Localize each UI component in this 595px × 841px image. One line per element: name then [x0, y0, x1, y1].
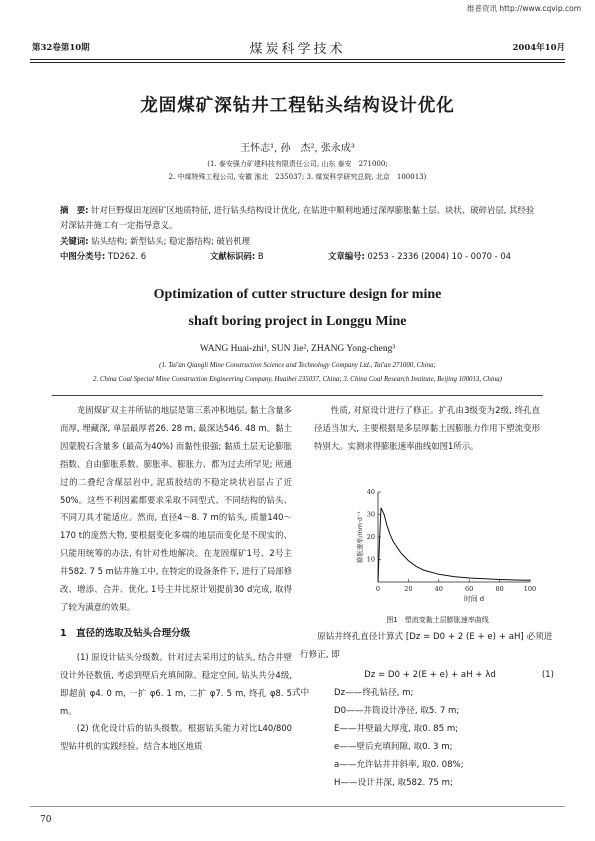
- title-cn: 龙固煤矿深钻井工程钻头结构设计优化: [140, 96, 455, 116]
- authors-cn: 王怀志¹, 孙 杰², 张永成³: [240, 143, 355, 154]
- chart-plot-area: [355, 488, 536, 603]
- authors-en: WANG Huai-zhi¹, SUN Jie², ZHANG Yong-cheng³: [199, 344, 396, 354]
- section-heading-1: 1 直径的选取及钻头合理分级: [60, 627, 191, 639]
- affiliation-cn-2: 2. 中煤特殊工程公司, 安徽 淮北 235037; 3. 煤炭科学研究总院, 北京 100013): [168, 173, 427, 181]
- formula-definitions: [292, 684, 560, 792]
- formula-where: 式中: [292, 688, 310, 698]
- clc-value: TD262. 6: [107, 251, 147, 261]
- header-rule-thin: [30, 62, 565, 63]
- formula-block: [292, 628, 560, 792]
- footer-rule: [30, 806, 565, 807]
- right-column: [314, 402, 540, 456]
- keywords-label: 关键词:: [60, 236, 89, 246]
- formula-equation-row: [300, 666, 560, 684]
- x-tick-label: 0: [375, 585, 381, 593]
- affiliation-en-2: 2. China Coal Special Mine Construction Engineering Company, Huaibei 235037, China; 3. China Coal Research Institute, Beijing 100013, China): [93, 376, 502, 383]
- clc-label: 中图分类号:: [60, 251, 106, 261]
- y-tick-label: 10: [366, 555, 375, 564]
- formula-equation: Dz = D0 + 2(E + e) + aH + λd: [364, 670, 496, 680]
- abstract-label: 摘 要:: [60, 205, 89, 215]
- header-volume: 第32卷第10期: [32, 43, 90, 53]
- def-dz: Dz——终孔钻径, m;: [334, 688, 414, 698]
- y-tick-label: 40: [366, 488, 375, 497]
- formula-number: (1): [541, 670, 554, 680]
- def-a: a——允许钻井井斜率, 取0. 08%;: [334, 760, 464, 770]
- keywords-cn: [60, 234, 538, 249]
- title-en-line-1: Optimization of cutter structure design for mine: [153, 287, 442, 302]
- body-paragraph-right-1: 性质, 对原设计进行了修正。扩孔由3级变为2级, 终孔直径适当加大, 主要根据是多层厚黏土因膨胀力作用下塑流变形特别大。实测求得膨胀速率曲线如图1所示。: [314, 405, 540, 451]
- def-d0: D0——井筒设计净径, 取5. 7 m;: [334, 706, 460, 716]
- swelling-rate-chart: [340, 486, 540, 606]
- header-journal: 煤炭科学技术: [249, 42, 346, 57]
- doc-code-value: B: [257, 251, 264, 261]
- affiliation-en-1: (1. Tai'an Qiangli Mine Construction Science and Technology Company Ltd., Tai'an 271000, China;: [159, 362, 436, 369]
- x-tick-label: 100: [523, 585, 537, 593]
- swelling-rate-curve: [378, 508, 530, 582]
- page-number: 70: [40, 815, 52, 825]
- body-paragraph-3: (2) 优化设计后的钻头级数。根据钻头能力对比L40/800型钻井机的实践经验、结合本地区地质: [60, 723, 292, 752]
- article-no-label: 文章编号:: [328, 251, 365, 261]
- header-date: 2004年10月: [512, 43, 565, 53]
- x-tick-label: 40: [434, 585, 443, 593]
- x-tick-label: 20: [404, 585, 413, 593]
- header-rule: [30, 59, 565, 60]
- body-paragraph-1: 龙固煤矿双主井所钻的地层是第三系冲积地层, 黏土含量多而厚, 埋藏深, 单层最厚者26. 28 m, 最深达546. 48 m。黏土因蒙脱石含量多 (最高为40%) 而黏性很强; 黏质土层无论膨胀指数、自由膨胀系数、膨胀率、膨胀力、都为过去所罕见; 所通过的二叠纪含煤层岩中, 泥质胶结的不稳定块状岩层占了近50%。这些不利因素都要求采取不同型式、不同结构的钻头、不同刀具才能适应。然而, 直径4～8. 7 m的钻头, 质量140～170 t的庞然大物, 要根据变化多端的地层而变化是不现实的、只能用统筹的办法, 有针对性地解决。在龙固煤矿1号、2号主井582. 7 5 m钻井施工中, 在特定的设备条件下, 进行了局部修改、增添、合并、优化, 1号主井比原计划提前30 d完成, 取得了较为满意的效果。: [60, 405, 292, 612]
- affiliation-cn-1: (1. 泰安强力矿建科技有限责任公司, 山东 泰安 271000;: [207, 160, 388, 168]
- x-tick-label: 80: [495, 585, 504, 593]
- figure-caption: 图1 塑流变黏土层膨胀速率曲线: [386, 616, 489, 624]
- x-tick-label: 60: [465, 585, 474, 593]
- def-e-wall: E——井壁最大厚度, 取0. 85 m;: [334, 724, 459, 734]
- left-column: [60, 402, 292, 756]
- x-axis-label: 时间 d: [463, 595, 485, 603]
- abstract-cn: [60, 203, 538, 233]
- body-paragraph-2: (1) 原设计钻头分级数。针对过去采用过的钻头, 结合井壁设计外径数值, 考虑到壁后充填间隙、稳定空间, 钻头共分4级, 即超前 φ4. 0 m, 一扩 φ6. 1 m, 二扩 φ7. 5 m, 终孔 φ8. 5 m。: [60, 651, 292, 716]
- def-e-gap: e——壁后充填间隙, 取0. 3 m;: [334, 742, 453, 752]
- def-h: H——设计井深, 取582. 75 m;: [334, 778, 453, 788]
- y-tick-label: 20: [366, 533, 375, 542]
- abstract-text: 针对巨野煤田龙固矿区地质特征, 进行钻头结构设计优化, 在钻进中顺利地通过深厚膨胀黏土层、块状、破碎岩层, 其经验对深钻井施工有一定指导意义。: [60, 205, 535, 230]
- watermark: 维普资讯 http://www.cqvip.com: [466, 4, 581, 13]
- y-axis-label: 膨胀速率/mm·d⁻¹: [357, 511, 364, 563]
- formula-intro: 原钻井终孔直径计算式 [Dz = D0 + 2 (E + e) + aH] 必须进行修正, 即: [300, 632, 553, 660]
- section-divider: [52, 395, 543, 396]
- doc-code-label: 文献标识码:: [210, 251, 256, 261]
- title-en-line-2: shaft boring project in Longgu Mine: [188, 314, 407, 329]
- article-no-value: 0253 - 2336 (2004) 10 - 0070 - 04: [367, 251, 511, 261]
- y-tick-label: 30: [366, 510, 375, 519]
- keywords-text: 钻头结构; 新型钻头; 稳定器结构; 破岩机理: [91, 236, 250, 246]
